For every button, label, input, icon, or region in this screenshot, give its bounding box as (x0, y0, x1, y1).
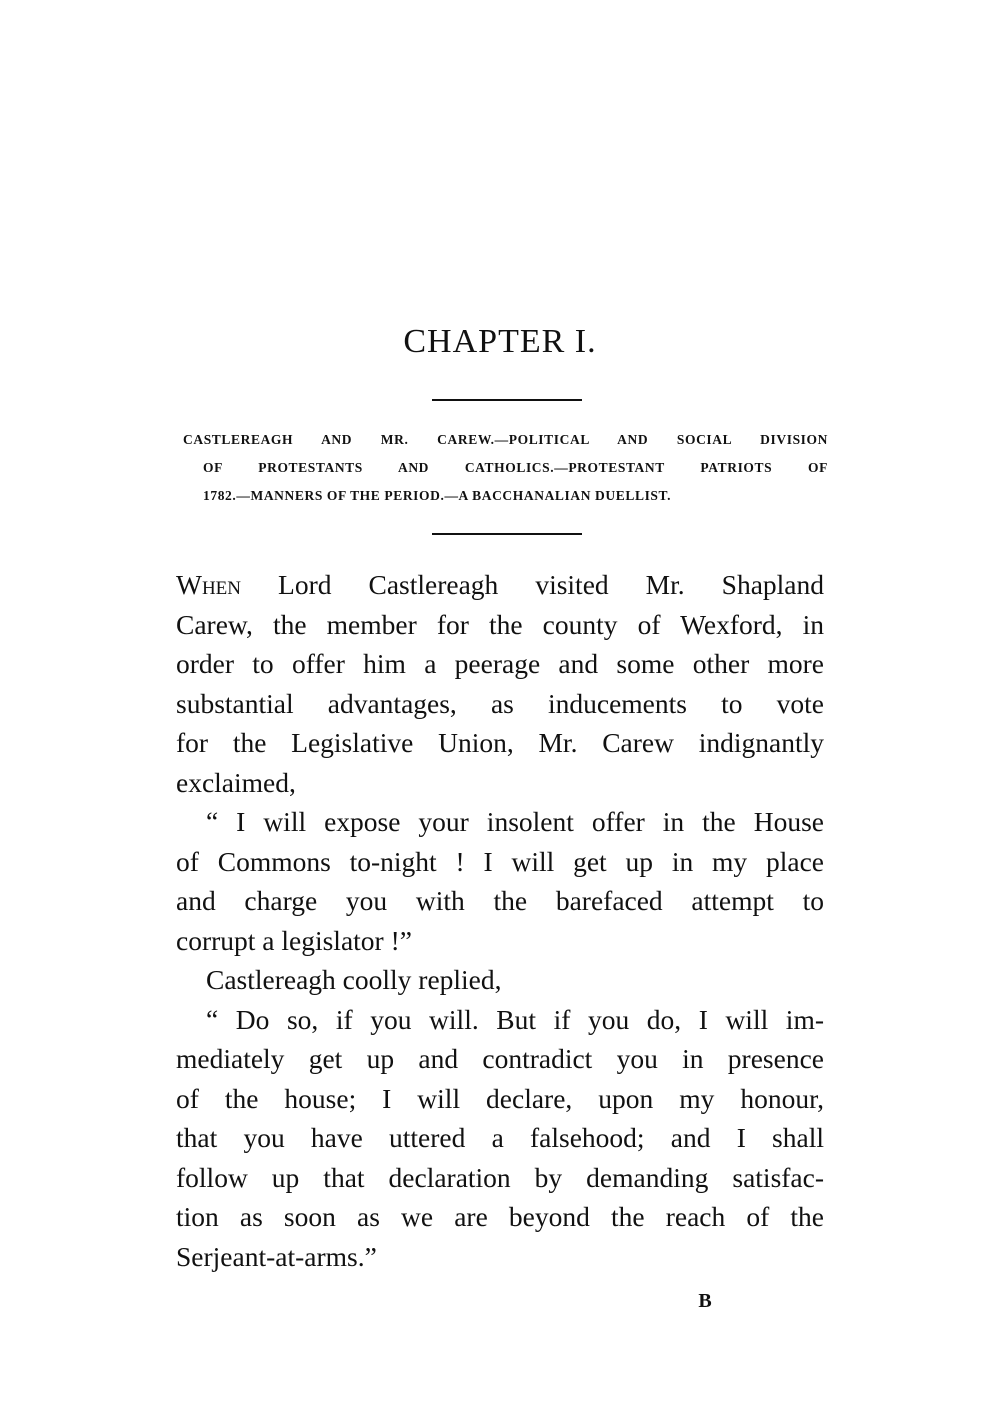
body-line-text: Lord Castlereagh visited Mr. Shapland (241, 569, 824, 600)
body-line: order to offer him a peerage and some other more (176, 648, 824, 679)
body-line: Castlereagh coolly replied, (206, 964, 502, 995)
chapter-summary (183, 426, 828, 510)
body-line: and charge you with the barefaced attempt to (176, 885, 824, 916)
opening-word: When (176, 569, 242, 600)
body-line: exclaimed, (176, 766, 296, 798)
body-line: follow up that declaration by demanding satisfac- (176, 1161, 824, 1193)
body-line: of the house; I will declare, upon my honour, (176, 1082, 824, 1114)
body-line: that you have uttered a falsehood; and I shall (176, 1122, 824, 1153)
body-line: mediately get up and contradict you in presence (176, 1043, 824, 1074)
summary-line: OF PROTESTANTS AND CATHOLICS.—PROTESTANT PATRIOTS OF (203, 460, 828, 475)
body-line: Carew, the member for the county of Wexford, in (176, 608, 824, 640)
body-line: “ Do so, if you will. But if you do, I will im- (206, 1003, 824, 1035)
body-line: tion as soon as we are beyond the reach of the (176, 1201, 824, 1232)
body-line: of Commons to-night ! I will get up in my place (176, 845, 824, 877)
body-line: Serjeant-at-arms.” (176, 1240, 377, 1272)
summary-line: 1782.—MANNERS OF THE PERIOD.—A BACCHANALIAN DUELLIST. (203, 488, 672, 503)
body-text (176, 565, 824, 1276)
summary-line: CASTLEREAGH AND MR. CAREW.—POLITICAL AND SOCIAL DIVISION (183, 432, 828, 447)
bottom-rule (432, 533, 582, 535)
body-line: corrupt a legislator !” (176, 924, 412, 956)
body-line: “ I will expose your insolent offer in the House (206, 806, 824, 837)
chapter-title: CHAPTER I. (403, 323, 597, 360)
top-rule (432, 399, 582, 401)
body-line: for the Legislative Union, Mr. Carew indignantly (176, 727, 824, 758)
body-line: substantial advantages, as inducements to vote (176, 687, 824, 719)
body-line (176, 565, 824, 605)
signature-mark: B (698, 1290, 712, 1312)
